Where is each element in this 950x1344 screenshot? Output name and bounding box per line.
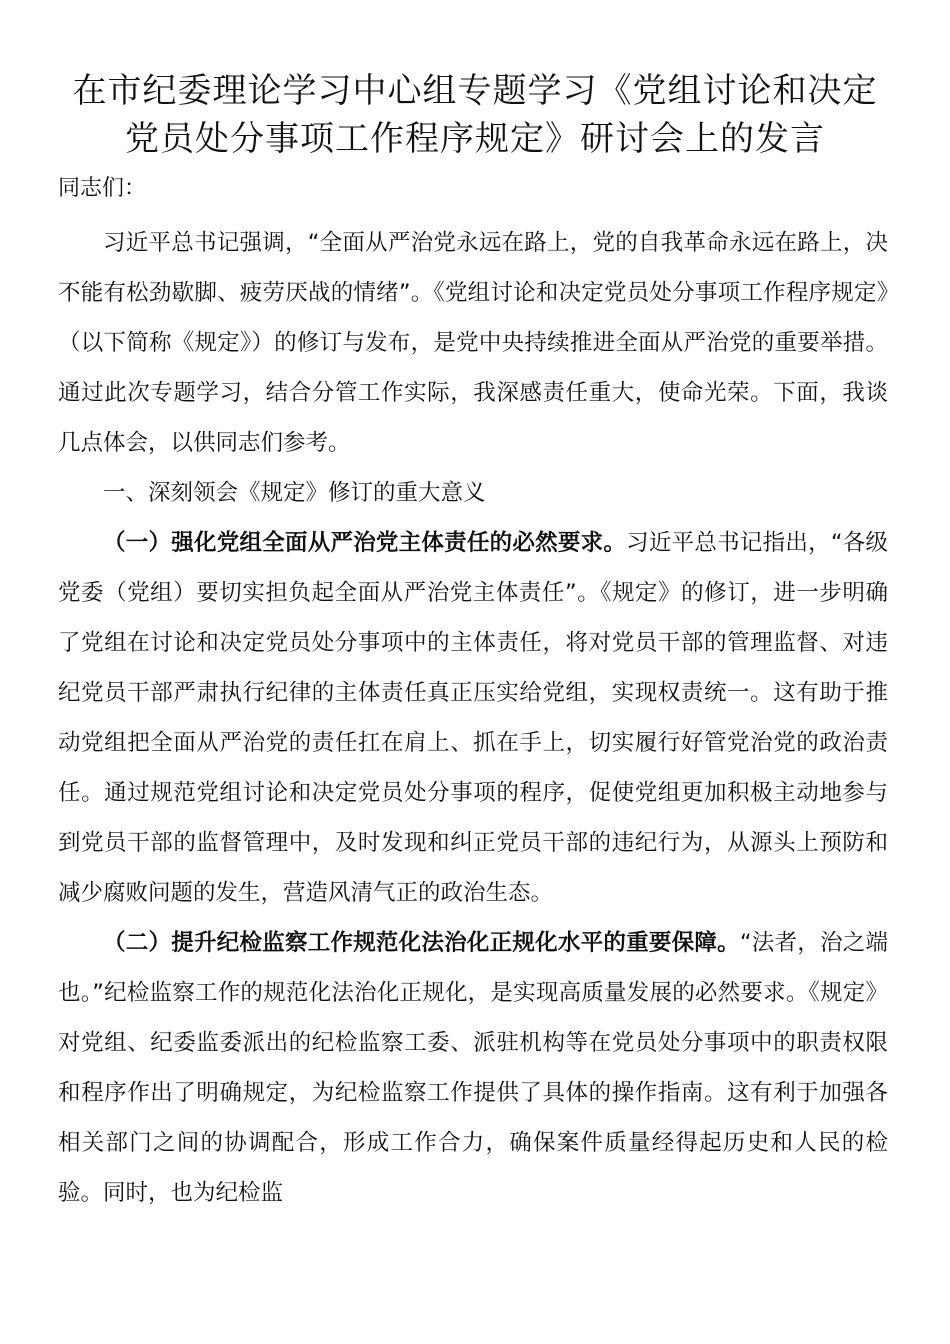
point-1-text: 习近平总书记指出，“各级党委（党组）要切实担负起全面从严治党主体责任”。《规定》的修订，进一步明确了党组在讨论和决定党员处分事项中的主体责任，将对党员干部的管理监督、对违纪党员干部严肃执行纪律的主体责任真正压实给党组，实现权责统一。这有助于推动党组把全面从严治党的责任扛在肩上、抓在手上，切实履行好管党治党的政治责任。通过规范党组讨论和决定党员处分事项的程序，促使党组更加积极主动地参与到党员干部的监督管理中，及时发现和纠正党员干部的违纪行为，从源头上预防和减少腐败问题的发生，营造风清气正的政治生态。	[58, 530, 888, 906]
point-2-lead: （二）提升纪检监察工作规范化法治化正规化水平的重要保障。	[103, 930, 740, 956]
point-2-text: “法者，治之端也。”纪检监察工作的规范化法治化正规化，是实现高质量发展的必然要求。《规定》对党组、纪委监委派出的纪检监察工委、派驻机构等在党员处分事项中的职责权限和程序作出了明确规定，为纪检监察工作提供了具体的操作指南。这有利于加强各相关部门之间的协调配合，形成工作合力，确保案件质量经得起历史和人民的检验。同时，也为纪检监	[58, 930, 888, 1206]
point-1-lead: （一）强化党组全面从严治党主体责任的必然要求。	[103, 530, 627, 556]
document-title-line-2: 党员处分事项工作程序规定》研讨会上的发言	[125, 119, 825, 159]
document-title-line-1: 在市纪委理论学习中心组专题学习《党组讨论和决定	[72, 71, 878, 111]
point-1-paragraph	[58, 518, 888, 918]
salutation: 同志们：	[58, 176, 147, 201]
point-2-paragraph	[58, 918, 888, 1218]
document-body	[58, 218, 888, 1218]
intro-paragraph: 习近平总书记强调，“全面从严治党永远在路上，党的自我革命永远在路上，决不能有松劲歇脚、疲劳厌战的情绪”。《党组讨论和决定党员处分事项工作程序规定》（以下简称《规定》）的修订与发布，是党中央持续推进全面从严治党的重要举措。通过此次专题学习，结合分管工作实际，我深感责任重大，使命光荣。下面，我谈几点体会，以供同志们参考。	[58, 230, 888, 456]
section-heading-1: 一、深刻领会《规定》修订的重大意义	[103, 480, 486, 506]
